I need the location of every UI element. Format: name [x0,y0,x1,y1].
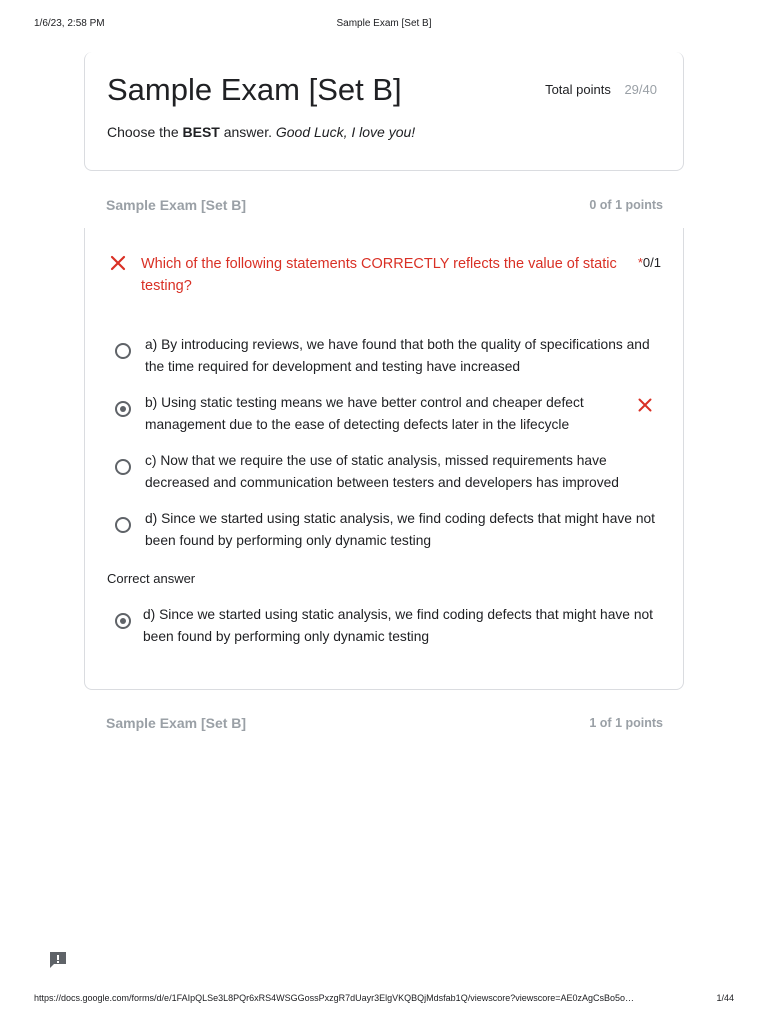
correct-answer-text: d) Since we started using static analysis, we find coding defects that might have not been found by performing only dynamic testing [143,607,653,644]
option-text: d) Since we started using static analysis, we find coding defects that might have not been found by performing only dynamic testing [145,511,655,548]
radio-button[interactable] [115,517,131,533]
footer-url: https://docs.google.com/forms/d/e/1FAIpQLSe3L8PQr6xRS4WSGGossPxzgR7dUayr3ElgVKQBQjMdsfab1Q/viewscore?viewscore=AE0zAgCsBo5o… [34,993,635,1003]
option-b[interactable] [113,392,653,438]
print-page-title: Sample Exam [Set B] [336,18,432,29]
question-points [638,255,661,270]
description-prefix: Choose the [107,124,183,140]
option-c[interactable] [113,450,653,496]
section-title: Sample Exam [Set B] [106,715,247,731]
radio-button[interactable] [115,343,131,359]
description-middle: answer. [219,124,276,140]
radio-button[interactable] [115,459,131,475]
print-datetime: 1/6/23, 2:58 PM [34,18,105,29]
option-text: c) Now that we require the use of static analysis, missed requirements have decreased and communication between testers and developers has improved [145,453,619,490]
feedback-icon[interactable] [48,950,68,970]
question-text [141,253,633,297]
total-points-label: Total points [545,82,611,97]
question-score: 0/1 [642,255,661,270]
form-description [107,124,415,140]
description-bold: BEST [182,124,220,140]
footer-page-number: 1/44 [716,993,734,1003]
wrong-answer-x-icon [637,397,653,413]
form-header-card [84,52,684,171]
radio-button-selected[interactable] [115,401,131,417]
form-title: Sample Exam [Set B] [107,72,402,107]
section-title: Sample Exam [Set B] [106,197,247,213]
radio-button-selected [115,613,131,629]
question-card [84,228,684,690]
incorrect-x-icon [109,254,127,272]
option-text: a) By introducing reviews, we have found that both the quality of specifications and the time required for development and testing have increased [145,337,650,374]
required-mark: * [637,255,643,270]
correct-answer-option [113,604,668,650]
correct-answer-label: Correct answer [107,571,196,586]
section-score: 0 of 1 points [589,198,663,212]
section-header [106,197,663,217]
option-d[interactable] [113,508,653,554]
option-a[interactable] [113,334,653,380]
section-header [106,715,663,735]
section-score: 1 of 1 points [589,716,663,730]
total-points-value: 29/40 [624,82,657,97]
print-header [34,18,734,32]
description-italic: Good Luck, I love you! [275,124,416,140]
question-text-content: Which of the following statements CORRECTLY reflects the value of static testing? [141,256,617,294]
option-text: b) Using static testing means we have better control and cheaper defect management due to the ease of detecting defects later in the lifecycle [145,395,584,432]
total-points [545,82,657,97]
